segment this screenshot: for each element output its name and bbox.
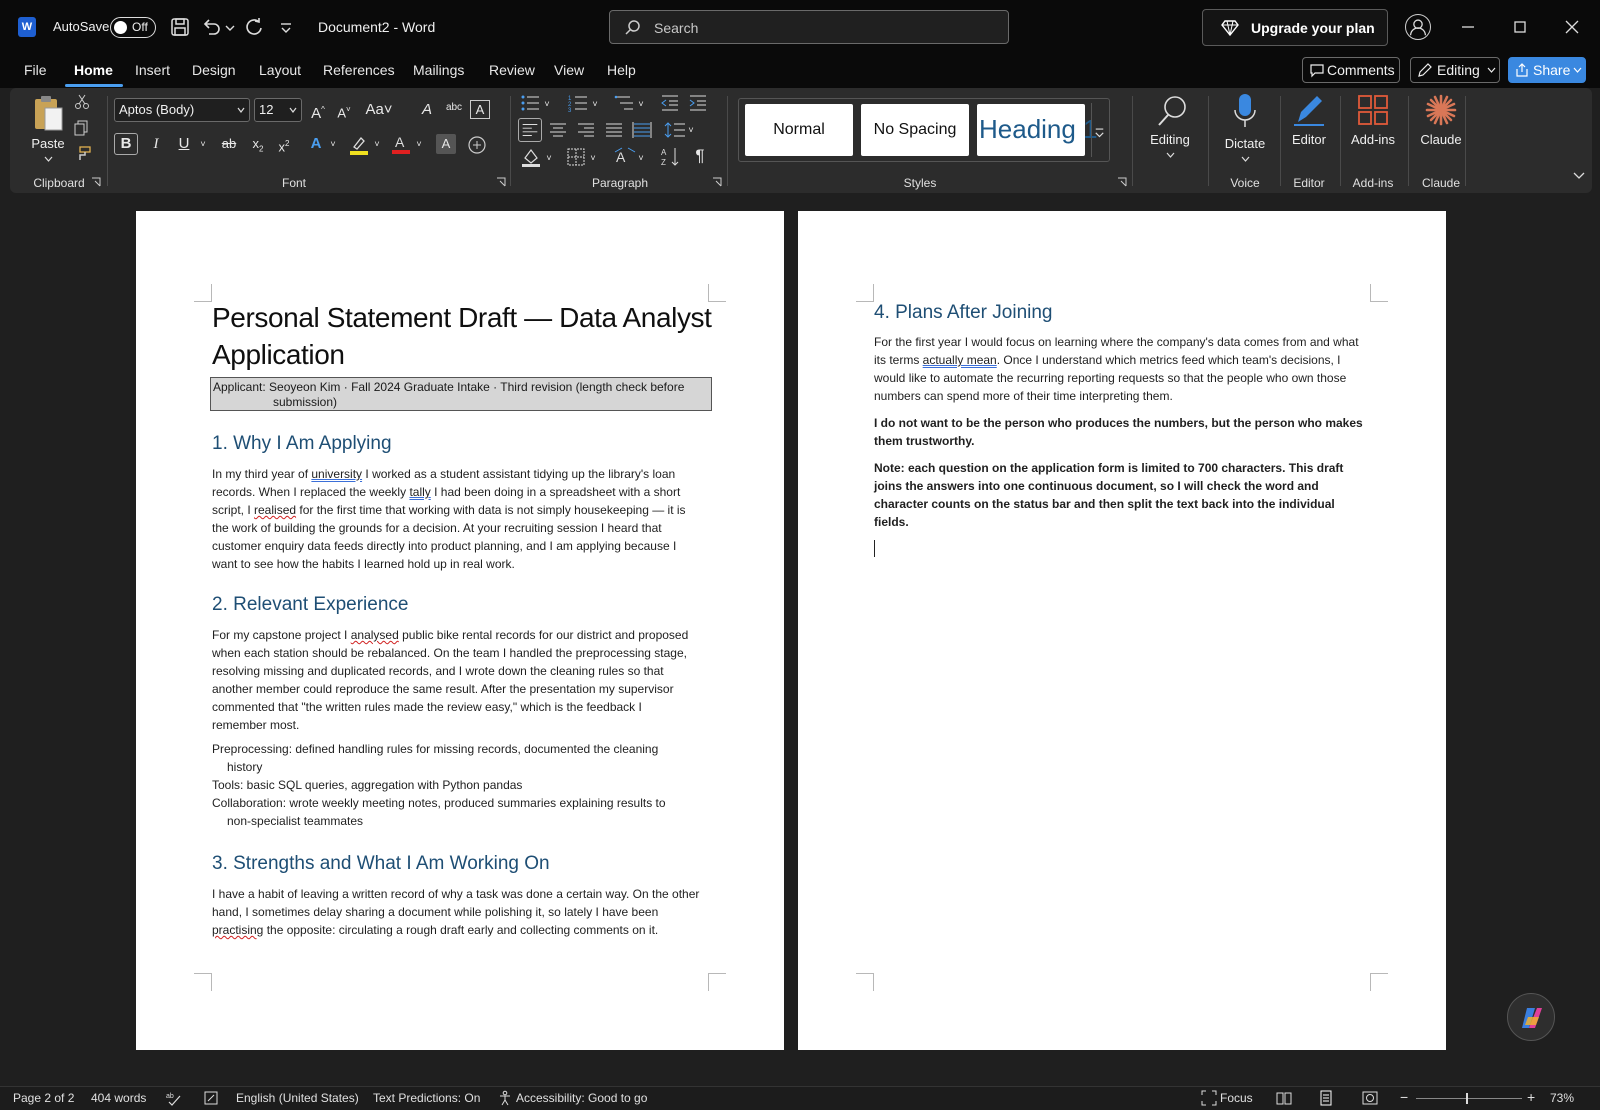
read-mode-icon[interactable] [1276,1090,1292,1106]
asian-layout-icon[interactable] [614,146,636,168]
document-heading [212,299,712,373]
zoom-out-button[interactable]: − [1400,1089,1409,1105]
tab-review[interactable]: Review [489,62,535,78]
section3-paragraph [212,885,712,939]
tab-file[interactable]: File [24,62,47,78]
chevron-down-icon[interactable]: ˅ [544,99,550,109]
subtitle-line: submission) [273,395,338,409]
paragraph-line: script, I realised for the first time that working with data is not simply housekeeping — it is [212,503,686,517]
separator [727,96,728,186]
font-group-label: Font [281,176,306,190]
section-heading: 1. Why I Am Applying [212,433,392,454]
separator [107,96,108,186]
style-no-spacing[interactable] [861,104,969,156]
focus-mode-button[interactable]: Focus [1220,1091,1253,1105]
crop-mark [856,284,874,302]
list-item [212,776,712,794]
svg-text:1: 1 [568,96,572,102]
ribbon-display-options-icon[interactable] [1572,171,1586,181]
paragraph-line: I do not want to be the person who produces the numbers, but the person who makes [874,416,1363,430]
paragraph-line: customer enquiry data feeds directly into product planning, and I am applying because I [212,539,677,553]
list-item [212,740,712,776]
chevron-down-icon[interactable]: ˅ [330,139,336,149]
paragraph-line: commented that "the written rules made the review easy," which is the feedback I [212,700,642,714]
paragraph-line: For the first year I would focus on learning where the company's data comes from and what [874,335,1359,349]
editor-group-label: Editor [1293,176,1325,190]
crop-mark [1370,284,1388,302]
section4-paragraph [874,333,1374,405]
increase-indent-icon[interactable] [688,94,708,112]
chevron-down-icon[interactable]: ˅ [200,139,206,149]
chevron-down-icon[interactable]: ˅ [638,99,644,109]
autosave-label: AutoSave [53,19,110,34]
tab-insert[interactable]: Insert [135,62,171,78]
minimize-icon[interactable] [1455,14,1481,40]
paragraph-line: another member could reproduce the same result. After the presentation my supervisor [212,682,674,696]
chevron-down-icon [1241,156,1250,163]
chevron-down-icon[interactable]: ˅ [374,139,380,149]
voice-group-label: Voice [1230,176,1260,190]
style-heading-1-label: Heading 1 [979,114,1098,144]
ribbon-tabs [0,54,1600,88]
pencil-icon [1417,63,1432,78]
separator [1132,96,1133,186]
separator [1208,96,1209,186]
comment-icon [1310,64,1324,77]
svg-text:3: 3 [568,108,572,114]
section-heading: 3. Strengths and What I Am Working On [212,853,550,874]
paragraph-line: In my third year of university I worked as a student assistant tidying up the library's loan [212,467,676,481]
enclose-characters-icon[interactable] [466,134,488,156]
share-icon [1515,63,1529,77]
font-name-value: Aptos (Body) [119,102,195,117]
claude-button[interactable] [1412,92,1470,170]
chevron-down-icon[interactable]: ˅ [546,153,552,163]
paragraph-line: would like to automate the recurring reporting requests so that the people who own those [874,371,1347,385]
share-label: Share [1533,62,1571,78]
tab-design[interactable]: Design [192,62,236,78]
highlight-color-icon[interactable] [348,134,370,156]
dialog-launcher-icon[interactable] [91,177,101,187]
style-heading-1[interactable] [977,104,1098,156]
borders-icon[interactable] [566,147,586,167]
paragraph-line: when each station should be rebalanced. On the team I handled the preprocessing stage, [212,646,687,660]
styles-more-icon[interactable] [1091,103,1107,157]
customize-toolbar-icon[interactable] [278,16,294,38]
paragraph-line: remember most. [212,718,300,732]
paragraph-line: numbers can spend more of their time interpreting them. [874,389,1173,403]
list-item-line: non-specialist teammates [227,814,364,828]
paragraph-line: character counts on the status bar and then split the text back into the individual [874,497,1335,511]
change-case-icon[interactable]: Aa˅ [365,101,393,118]
toggle-knob [114,21,127,34]
zoom-level[interactable]: 73% [1550,1091,1575,1105]
subtitle-line: Applicant: Seoyeon Kim · Fall 2024 Graduate Intake · Third revision (length check before [213,380,685,394]
title-bar [0,0,1600,54]
svg-text:A: A [395,134,405,150]
style-no-spacing-label: No Spacing [873,121,957,138]
section-heading: 2. Relevant Experience [212,594,409,615]
list-item-line: history [227,760,263,774]
addins-grid-icon [1357,94,1389,126]
claude-label: Claude [1420,132,1462,147]
redo-icon[interactable] [243,16,265,38]
superscript-icon[interactable]: $x^2$ [278,139,290,155]
claude-group-label: Claude [1421,176,1461,190]
font-size-value: 12 [259,102,274,117]
separator [510,96,511,186]
crop-mark [856,973,874,991]
tab-view[interactable]: View [554,62,585,78]
dialog-launcher-icon[interactable] [496,177,506,187]
chevron-down-icon [1573,67,1582,74]
strikethrough-icon[interactable]: ab [221,136,237,151]
copy-icon[interactable] [74,120,90,136]
upgrade-plan-button[interactable] [1202,9,1388,46]
chevron-down-icon[interactable]: ˅ [688,125,694,135]
claude-icon [1425,94,1457,126]
numbering-icon[interactable] [568,94,588,112]
emphasis-paragraph [874,414,1374,450]
language-indicator[interactable]: English (United States) [236,1091,359,1105]
dictate-label: Dictate [1224,136,1266,151]
crop-mark [708,973,726,991]
crop-mark [1370,973,1388,991]
font-name-dropdown[interactable] [114,98,250,122]
bold-icon[interactable]: B [114,133,138,155]
paragraph-line: hand, I sometimes delay sharing a document while polishing it, so lately I have been [212,905,659,919]
web-layout-icon[interactable] [1362,1090,1378,1106]
active-tab-indicator [65,84,123,87]
document-heading-line: Application [212,339,345,370]
zoom-in-button[interactable]: + [1527,1089,1536,1105]
paragraph-line: joins the answers into one continuous document, so I will check the word and [874,479,1319,493]
section1-paragraph [212,465,712,573]
page-count[interactable]: Page 2 of 2 [13,1091,75,1105]
tab-mailings[interactable]: Mailings [413,62,465,78]
editing-label: Editing [1150,132,1190,147]
copilot-button[interactable] [1507,993,1555,1041]
paragraph-line: Note: each question on the application form is limited to 700 characters. This draft [874,461,1344,475]
character-border-icon[interactable]: A [470,100,490,119]
paragraph-line: records. When I replaced the weekly tally I had been doing in a spreadsheet with a short [212,485,681,499]
chevron-down-icon [1487,67,1496,74]
character-shading-icon[interactable]: A [436,134,456,154]
subtitle-box [210,377,712,411]
comments-button[interactable] [1302,57,1400,83]
print-layout-icon[interactable] [1318,1090,1334,1106]
share-button[interactable] [1508,57,1586,83]
separator [1408,96,1409,186]
paragraph-line: its terms actually mean. Once I understand which metrics feed which team's decisions, I [874,353,1341,367]
crop-mark [194,973,212,991]
svg-text:A: A [661,148,667,157]
italic-icon[interactable]: I [153,136,159,152]
underline-icon[interactable]: U [178,135,190,152]
cut-icon[interactable] [74,94,90,110]
text-cursor [874,540,875,557]
copilot-icon [1519,1005,1545,1031]
dialog-launcher-icon[interactable] [712,177,722,187]
paragraph-line: practising the opposite: circulating a rough draft early and collecting comments on it. [212,923,659,937]
autosave-state: Off [132,20,148,34]
text-predictions-status[interactable]: Text Predictions: On [373,1091,481,1105]
chevron-down-icon[interactable]: ˅ [638,153,644,163]
subscript-icon[interactable]: $x_2$ [252,136,264,154]
search-input[interactable] [609,10,1009,44]
zoom-slider[interactable] [1416,1098,1522,1099]
addins-group-label: Add-ins [1352,176,1394,190]
styles-group-label: Styles [903,176,937,190]
tab-home[interactable]: Home [74,62,113,78]
chevron-down-icon[interactable]: ˅ [416,139,422,149]
dictate-button[interactable] [1215,92,1275,170]
format-painter-icon[interactable] [73,146,91,162]
paragraph-group-label: Paragraph [591,176,649,190]
accessibility-status[interactable]: Accessibility: Good to go [516,1091,648,1105]
document-heading-line: Personal Statement Draft — Data Analyst [212,302,712,333]
font-color-icon[interactable] [390,133,412,155]
proofing-icon[interactable] [166,1090,182,1106]
paragraph-line: I have a habit of leaving a written record of why a task was done a certain way. On the other [212,887,700,901]
editing-mode-button[interactable] [1410,57,1500,83]
grow-font-icon[interactable]: A^ [311,105,325,122]
align-right-icon[interactable] [576,120,596,140]
ribbon [10,88,1592,193]
list-item [212,794,712,830]
word-logo-icon: W [18,17,36,37]
paragraph-line: the work of building the grounds for a decision. At your recruiting session I heard that [212,521,662,535]
comments-label: Comments [1327,62,1395,78]
chevron-down-icon[interactable]: ˅ [590,153,596,163]
chevron-down-icon[interactable]: ˅ [592,99,598,109]
align-center-icon[interactable] [548,120,568,140]
editor-button[interactable] [1284,92,1334,170]
text-effects-icon[interactable]: A [310,135,322,152]
paragraph-line: want to see how the habits I learned hold up in real work. [212,557,515,571]
paste-label: Paste [31,136,65,151]
editor-label: Editor [1292,132,1326,147]
svg-text:Z: Z [661,158,666,167]
tab-layout[interactable]: Layout [259,62,302,78]
chevron-down-icon [289,107,297,113]
distributed-icon[interactable] [632,120,652,140]
autosave-toggle[interactable] [110,17,156,38]
chevron-down-icon [44,156,53,163]
text-effects-abc-icon[interactable]: abc [445,102,463,113]
separator [1340,96,1341,186]
align-left-icon[interactable] [518,118,542,142]
line-spacing-icon[interactable] [664,120,686,140]
upgrade-plan-label: Upgrade your plan [1251,20,1375,36]
paragraph-line: them trustworthy. [874,434,975,448]
justify-icon[interactable] [604,120,624,140]
note-paragraph [874,459,1374,531]
svg-text:2: 2 [568,102,572,108]
paragraph-line: For my capstone project I analysed public bike rental records for our district and proposed [212,628,689,642]
svg-text:ab: ab [166,1093,174,1100]
section-heading: 4. Plans After Joining [874,302,1053,323]
paragraph-line: fields. [874,515,909,529]
editor-pen-icon [1292,92,1326,128]
clipboard-icon [32,94,64,132]
undo-dropdown-icon[interactable] [224,16,236,38]
tab-references[interactable]: References [323,62,395,78]
search-icon [624,19,642,37]
accessibility-icon [497,1090,513,1106]
list-item-line: Tools: basic SQL queries, aggregation with Python pandas [212,778,523,792]
multilevel-list-icon[interactable] [614,94,634,112]
addins-label: Add-ins [1350,132,1396,147]
focus-mode-icon [1201,1090,1217,1106]
account-avatar-icon[interactable] [1405,14,1431,40]
bullets-icon[interactable] [520,94,540,112]
macro-recording-icon[interactable] [203,1090,219,1106]
separator [1280,96,1281,186]
addins-button[interactable] [1343,92,1403,170]
find-magnifier-icon [1156,94,1188,128]
section2-paragraph [212,626,712,734]
decrease-indent-icon[interactable] [660,94,680,112]
close-icon[interactable] [1559,14,1585,40]
clear-formatting-icon[interactable]: A [421,101,432,118]
svg-text:A: A [616,149,626,165]
separator [1465,96,1466,186]
search-placeholder: Search [654,20,699,36]
maximize-icon[interactable] [1507,14,1533,40]
styles-gallery [738,98,1110,162]
font-size-dropdown[interactable] [254,98,302,122]
editing-mode-label: Editing [1437,62,1480,78]
list-item-line: Collaboration: wrote weekly meeting notes, produced summaries explaining results to [212,796,666,810]
clipboard-group-label: Clipboard [33,176,85,190]
crop-mark [194,284,212,302]
editing-button[interactable] [1138,92,1202,170]
shading-icon[interactable] [520,146,542,168]
sort-icon[interactable] [660,146,682,168]
word-count[interactable]: 404 words [91,1091,147,1105]
paragraph-line: resolving missing and duplicated records, and I wrote down the cleaning rules so that [212,664,664,678]
zoom-slider-thumb[interactable] [1466,1093,1468,1104]
save-icon[interactable] [169,16,191,38]
status-bar [0,1086,1600,1110]
document-page-1[interactable] [136,211,784,1050]
shrink-font-icon[interactable]: A˅ [337,105,351,121]
dialog-launcher-icon[interactable] [1117,177,1127,187]
style-normal[interactable] [745,104,853,156]
list-item-line: Preprocessing: defined handling rules for missing records, documented the cleaning [212,742,659,756]
diamond-icon [1221,20,1239,36]
chevron-down-icon [237,107,245,113]
tab-help[interactable]: Help [607,62,636,78]
undo-icon[interactable] [200,16,222,38]
microphone-icon [1233,92,1257,130]
paste-button[interactable] [28,94,68,174]
style-normal-label: Normal [773,121,825,138]
chevron-down-icon [1166,152,1175,159]
show-formatting-marks-icon[interactable]: ¶ [695,146,705,165]
document-page-2[interactable] [798,211,1446,1050]
document-title: Document2 - Word [318,19,436,35]
